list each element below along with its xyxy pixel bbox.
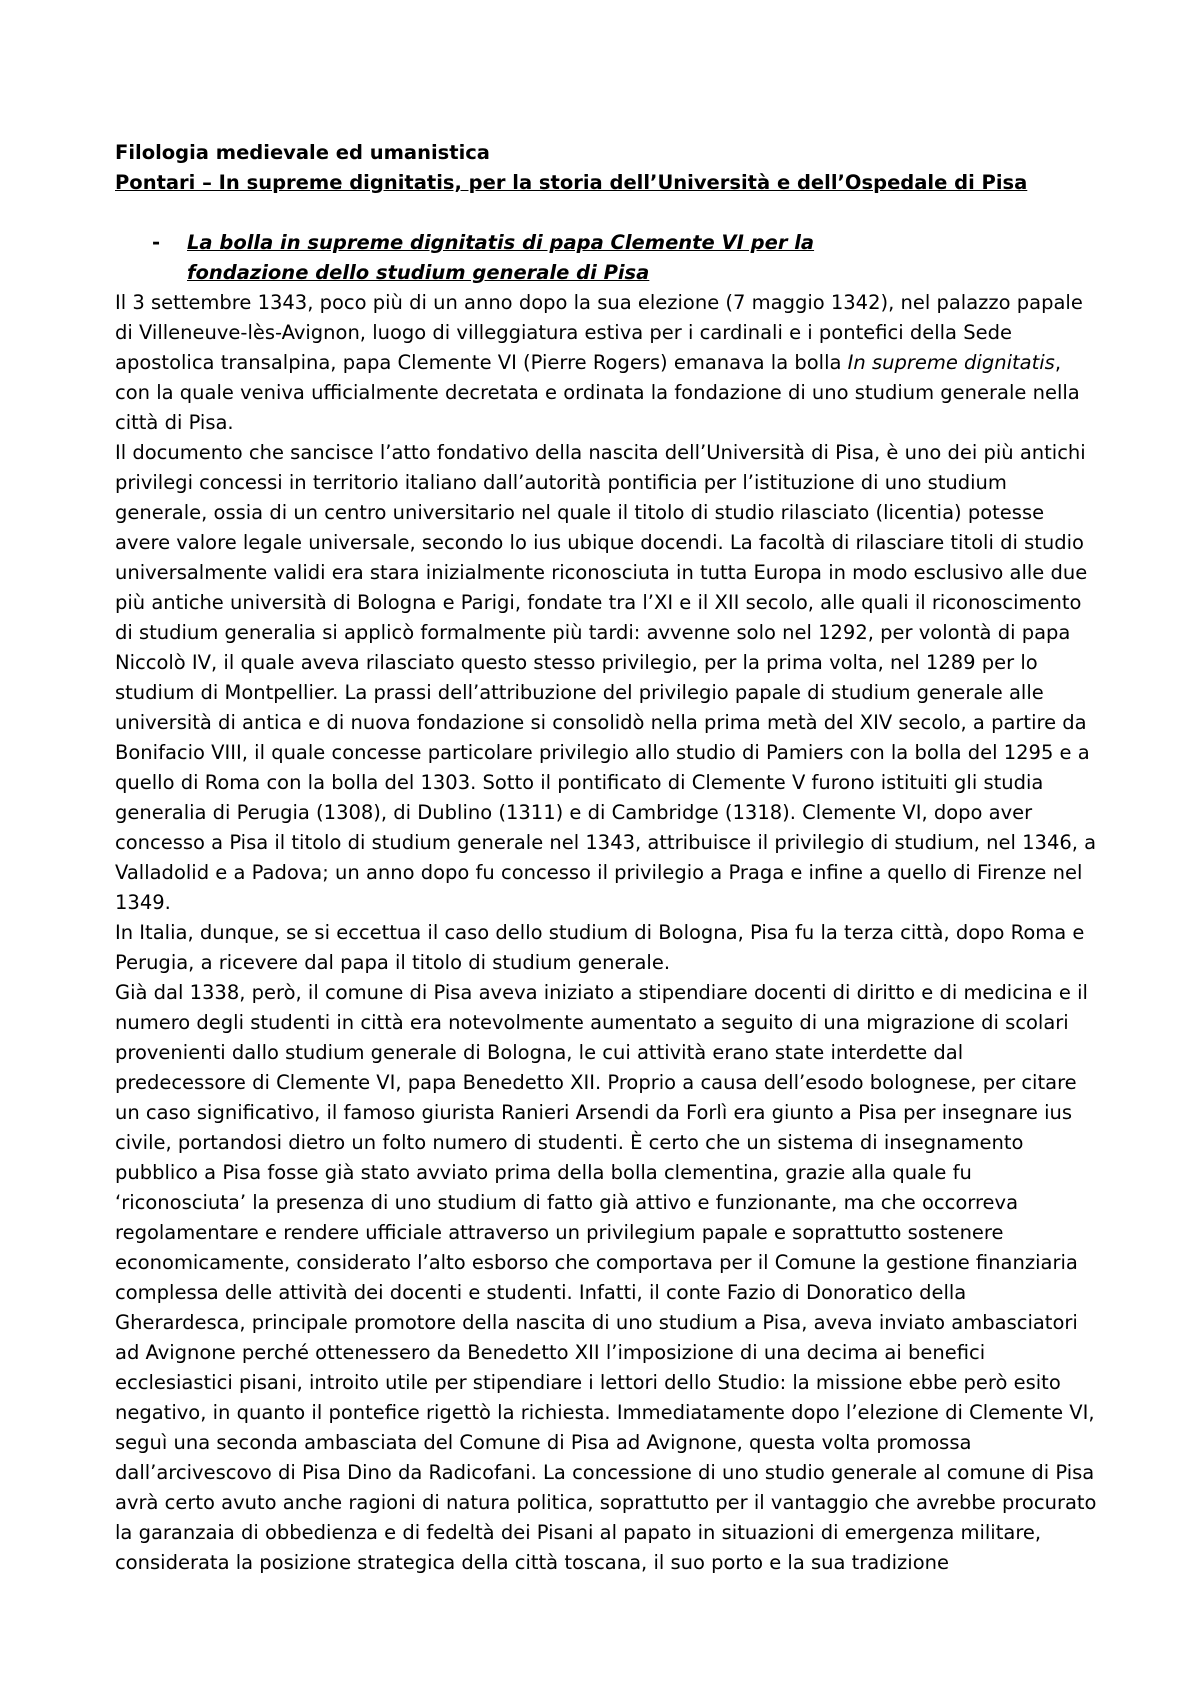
bull-title-italic: In supreme dignitatis bbox=[847, 351, 1055, 374]
paragraph-1-text-b: , con la quale veniva ufficialmente decretata e ordinata la fondazione di uno studium generale nella città di Pisa. bbox=[115, 351, 1080, 434]
paragraph-3: In Italia, dunque, se si eccettua il caso dello studium di Bologna, Pisa fu la terza città, dopo Roma e Perugia, a ricevere dal papa il titolo di studium generale. bbox=[115, 921, 1085, 974]
paragraph-2: Il documento che sancisce l’atto fondativo della nascita dell’Università di Pisa, è uno dei più antichi privilegi concessi in territorio italiano dall’autorità pontificia per l’istituzione di uno studium generale, ossia di un centro universitario nel quale il titolo di studio rilasciato (licentia) potesse avere valore legale universale, secondo lo ius ubique docendi. La facoltà di rilasciare titoli di studio universalmente validi era stara inizialmente riconosciuta in tutta Europa in modo esclusivo alle due più antiche università di Bologna e Parigi, fondate tra l’XI e il XII secolo, alle quali il riconoscimento di studium generalia si applicò formalmente più tardi: avvenne solo nel 1292, per volontà di papa Niccolò IV, il quale aveva rilasciato questo stesso privilegio, per la prima volta, nel 1289 per lo studium di Montpellier. La prassi dell’attribuzione del privilegio papale di studium generale alle università di antica e di nuova fondazione si consolidò nella prima metà del XIV secolo, a partire da Bonifacio VIII, il quale concesse particolare privilegio allo studio di Pamiers con la bolla del 1295 e a quello di Roma con la bolla del 1303. Sotto il pontificato di Clemente V furono istituiti gli studia generalia di Perugia (1308), di Dublino (1311) e di Cambridge (1318). Clemente VI, dopo aver concesso a Pisa il titolo di studium generale nel 1343, attribuisce il privilegio di studium, nel 1346, a Valladolid e a Padova; un anno dopo fu concesso il privilegio a Praga e infine a quello di Firenze nel 1349. bbox=[115, 441, 1097, 914]
section-heading bbox=[152, 228, 942, 288]
document-title: Filologia medievale ed umanistica bbox=[115, 141, 490, 164]
paragraph-1-text-a: Il 3 settembre 1343, poco più di un anno dopo la sua elezione (7 maggio 1342), nel palazzo papale di Villeneuve-lès-Avignon, luogo di villeggiatura estiva per i cardinali e i pontefici della Sede apostolica transalpina, papa Clemente VI (Pierre Rogers) emanava la bolla bbox=[115, 291, 1083, 374]
paragraph-4: Già dal 1338, però, il comune di Pisa aveva iniziato a stipendiare docenti di diritto e di medicina e il numero degli studenti in città era notevolmente aumentato a seguito di una migrazione di scolari provenienti dallo studium generale di Bologna, le cui attività erano state interdette dal predecessore di Clemente VI, papa Benedetto XII. Proprio a causa dell’esodo bolognese, per citare un caso significativo, il famoso giurista Ranieri Arsendi da Forlì era giunto a Pisa per insegnare ius civile, portandosi dietro un folto numero di studenti. È certo che un sistema di insegnamento pubblico a Pisa fosse già stato avviato prima della bolla clementina, grazie alla quale fu ‘riconosciuta’ la presenza di uno studium di fatto già attivo e funzionante, ma che occorreva regolamentare e rendere ufficiale attraverso un privilegium papale e soprattutto sostenere economicamente, considerato l’alto esborso che comportava per il Comune la gestione finanziaria complessa delle attività dei docenti e studenti. Infatti, il conte Fazio di Donoratico della Gherardesca, principale promotore della nascita di uno studium a Pisa, aveva inviato ambasciatori ad Avignone perché ottenessero da Benedetto XII l’imposizione di una decima ai benefici ecclesiastici pisani, introito utile per stipendiare i lettori dello Studio: la missione ebbe però esito negativo, in quanto il pontefice rigettò la richiesta. Immediatamente dopo l’elezione di Clemente VI, seguì una seconda ambasciata del Comune di Pisa ad Avignone, questa volta promossa dall’arcivescovo di Pisa Dino da Radicofani. La concessione di uno studio generale al comune di Pisa avrà certo avuto anche ragioni di natura politica, soprattutto per il vantaggio che avrebbe procurato la garanzaia di obbedienza e di fedeltà dei Pisani al papato in situazioni di emergenza militare, considerata la posizione strategica della città toscana, il suo porto e la sua tradizione bbox=[115, 981, 1097, 1574]
section-heading-text: La bolla in supreme dignitatis di papa Clemente VI per la fondazione dello studium generale di Pisa bbox=[187, 231, 815, 284]
document-subtitle: Pontari – In supreme dignitatis, per la storia dell’Università e dell’Ospedale di Pisa bbox=[115, 171, 1028, 194]
paragraph-1 bbox=[115, 288, 1100, 438]
bullet-dash: - bbox=[152, 231, 161, 254]
document-page bbox=[115, 138, 1100, 1578]
